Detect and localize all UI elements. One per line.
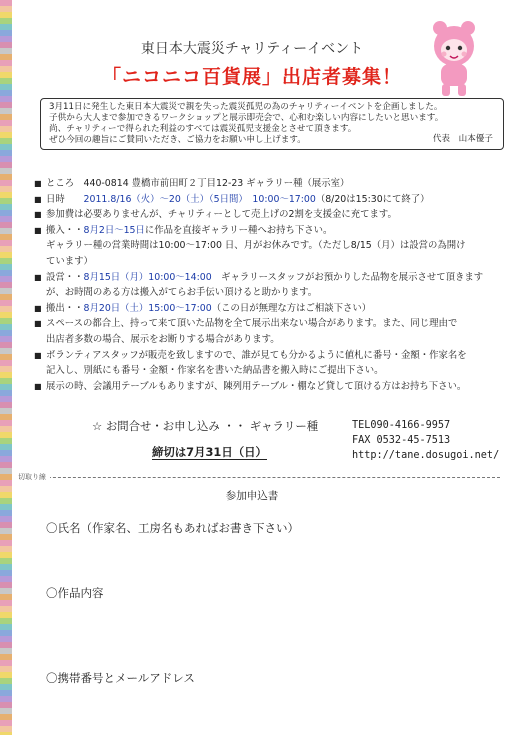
info-item-location [34,176,514,192]
item-text: ギャラリースタッフがお預かりした品物を展示させて頂きます [211,271,484,283]
intro-signature: 代表 山本優子 [432,134,493,144]
item-label: ところ [46,178,75,189]
deadline-text: 締切は7月31日（日） [152,445,267,459]
fax-number: FAX 0532-45-7513 [352,435,451,446]
info-item-tables [34,379,514,395]
intro-line: 3月11日に発生した東日本大震災で親を失った震災孤児の為のチャリティーイベントを企画しました。 [49,102,443,112]
item-label: 日時 [46,193,65,205]
item-continuation: 出店者多数の場合、展示をお断りする場合があります。 [46,333,280,345]
item-text: 展示の時、会議用テーブルもありますが、陳列用テーブル・棚など貸して頂ける方はお持ち下さい。 [46,380,467,392]
item-continuation: 記入し、別紙にも番号・金額・作家名を書いた納品書を搬入時にご提出下さい。 [46,365,384,377]
info-item-space [34,316,514,332]
contact-line: ☆ お問合せ・お申し込み ・・ ギャラリー種 [92,419,319,433]
item-highlight: 2011.8/16（火）～20（土）（5日間） 10:00～17:00 [83,193,316,205]
item-continuation: が、お時間のある方は搬入がてらお手伝い頂けると助かります。 [46,287,318,299]
item-text: ボランティアスタッフが販売を致しますので、誰が見ても分かるように値札に番号・金額・作家名を [46,349,467,361]
cut-line [18,472,500,482]
info-item-pickup [34,301,514,317]
info-item-datetime [34,192,514,208]
bullet-icon: ■ [34,210,42,220]
info-item-fee [34,207,514,223]
contact-details [352,418,499,463]
bullet-icon: ■ [34,319,42,329]
item-continuation: ています） [46,255,93,267]
info-list [34,176,514,394]
bullet-icon: ■ [34,303,42,313]
item-highlight: 8月2日～15日 [83,224,145,236]
bullet-icon: ■ [34,225,42,235]
intro-box [40,98,504,150]
tel-number: TEL090-4166-9957 [352,420,451,431]
bullet-icon: ■ [34,272,42,282]
info-item-delivery [34,223,514,239]
color-stripe-border [0,0,12,735]
cut-line-label: 切取り線 [18,472,50,482]
item-label: 設営・・ [46,271,84,283]
bullet-icon: ■ [34,194,42,204]
intro-line: 尚、チャリティーで得られた利益のすべては震災孤児支援金とさせて頂きます。 [49,124,357,134]
bullet-icon: ■ [34,381,42,391]
deadline [152,444,267,460]
item-text: （この日が無理な方はご相談下さい） [211,302,372,314]
field-work-content[interactable]: 〇作品内容 [46,586,104,600]
website-link[interactable]: http://tane.dosugoi.net/ [352,450,500,461]
item-text: 440-0814 豊橋市前田町２丁目12-23 ギャラリー種（展示室） [83,178,350,189]
item-text: （8/20は15:30にて終了） [315,193,430,205]
item-text: スペースの都合上、持って来て頂いた品物を全て展示出来ない場合があります。また、同じ理由で [46,318,458,330]
bullet-icon: ■ [34,179,42,188]
field-name[interactable]: 〇氏名（作家名、工房名もあればお書き下さい） [46,521,299,535]
item-label: 搬出・・ [46,302,84,314]
field-phone-email[interactable]: 〇携帯番号とメールアドレス [46,671,195,685]
bullet-icon: ■ [34,350,42,360]
event-title: 「ニコニコ百貨展」出店者募集！ [101,66,402,88]
application-heading: 参加申込書 [225,490,279,502]
item-text: に作品を直接ギャラリー種へお持ち下さい。 [144,224,333,236]
item-highlight: 8月20日（土）15:00～17:00 [83,302,212,314]
item-continuation: ギャラリー種の営業時間は10:00～17:00 日、月がお休みです。（ただし8/15（月）は設営の為開け [46,240,466,252]
intro-line: ぜひ今回の趣旨にご賛同いただき、ご協力をお願い申し上げます。 [49,135,306,145]
item-highlight: 8月15日（月）10:00～14:00 [83,271,212,283]
event-subtitle: 東日本大震災チャリティーイベント [140,41,364,57]
item-label: 搬入・・ [46,224,84,236]
intro-line: 子供から大人まで参加できるワークショップと展示即売会で、心和む楽しい内容にしたいと思います。 [49,113,444,123]
item-text: 参加費は必要ありませんが、チャリティーとして売上げの2割を支援金に充てます。 [46,209,397,221]
info-item-sales [34,348,514,364]
mascot-character-icon [426,18,482,102]
dashed-divider [18,477,500,478]
info-item-setup [34,270,514,286]
flyer-page [12,0,520,735]
